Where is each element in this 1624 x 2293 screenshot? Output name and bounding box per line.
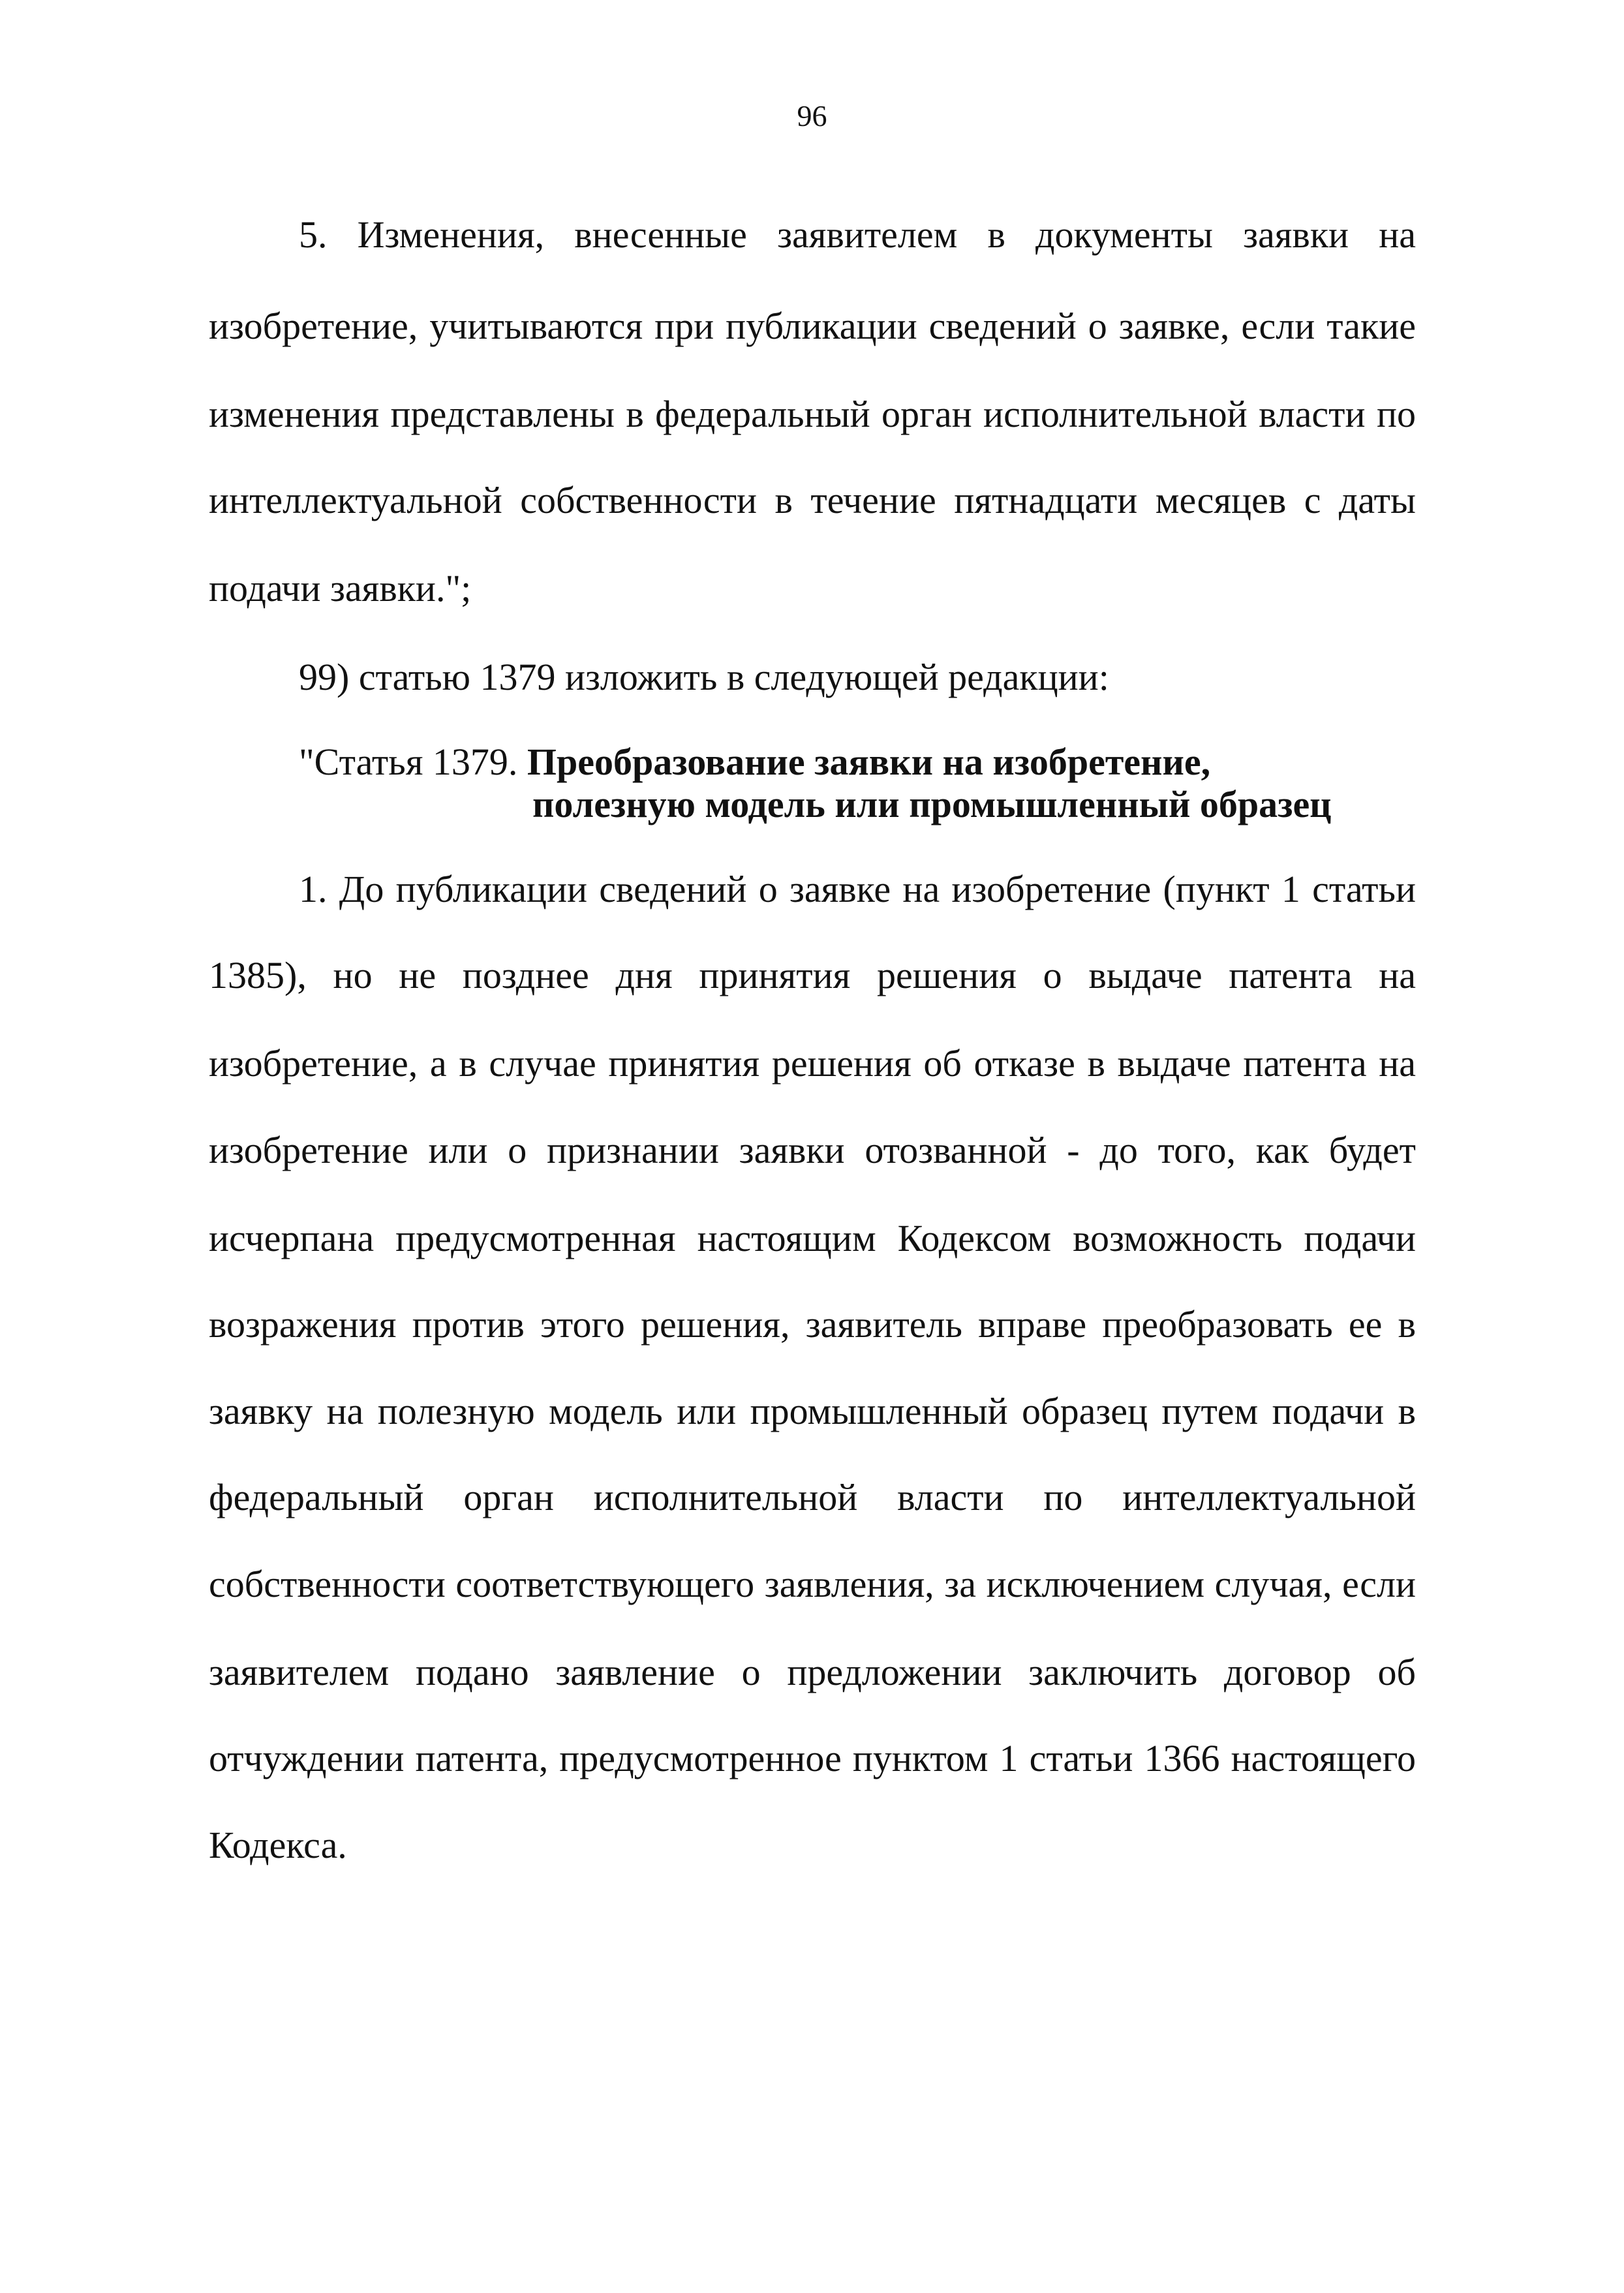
text-line: собственности соответствующего заявления, за исключением случая, если	[209, 1563, 1416, 1605]
article-title-line1: Преобразование заявки на изобретение,	[527, 741, 1211, 783]
text-line: изобретение, учитываются при публикации сведений о заявке, если такие	[209, 305, 1416, 347]
article-number: "Статья 1379.	[299, 741, 518, 783]
text-line: отчуждении патента, предусмотренное пунктом 1 статьи 1366 настоящего	[209, 1737, 1416, 1779]
page-number: 96	[797, 99, 827, 132]
text-line: 1385), но не позднее дня принятия решения о выдаче патента на	[209, 954, 1416, 996]
amendment-instruction: 99) статью 1379 изложить в следующей редакции:	[299, 656, 1109, 698]
text-line: 5. Изменения, внесенные заявителем в документы заявки на	[299, 213, 1416, 256]
text-line: Кодекса.	[209, 1824, 347, 1866]
text-line: возражения против этого решения, заявитель вправе преобразовать ее в	[209, 1303, 1416, 1346]
text-line: подачи заявки.";	[209, 567, 472, 609]
text-line: изобретение, а в случае принятия решения об отказе в выдаче патента на	[209, 1042, 1416, 1085]
text-line: изобретение или о признании заявки отозванной - до того, как будет	[209, 1129, 1416, 1171]
text-line: интеллектуальной собственности в течение пятнадцати месяцев с даты	[209, 479, 1416, 521]
article-title-line2: полезную модель или промышленный образец	[532, 783, 1332, 825]
text-line: заявку на полезную модель или промышленный образец путем подачи в	[209, 1390, 1416, 1432]
text-line: федеральный орган исполнительной власти по интеллектуальной	[209, 1476, 1416, 1518]
text-line: 1. До публикации сведений о заявке на изобретение (пункт 1 статьи	[299, 868, 1416, 910]
text-line: изменения представлены в федеральный орган исполнительной власти по	[209, 393, 1416, 435]
text-line: исчерпана предусмотренная настоящим Кодексом возможность подачи	[209, 1217, 1416, 1259]
text-line: заявителем подано заявление о предложении заключить договор об	[209, 1651, 1416, 1693]
